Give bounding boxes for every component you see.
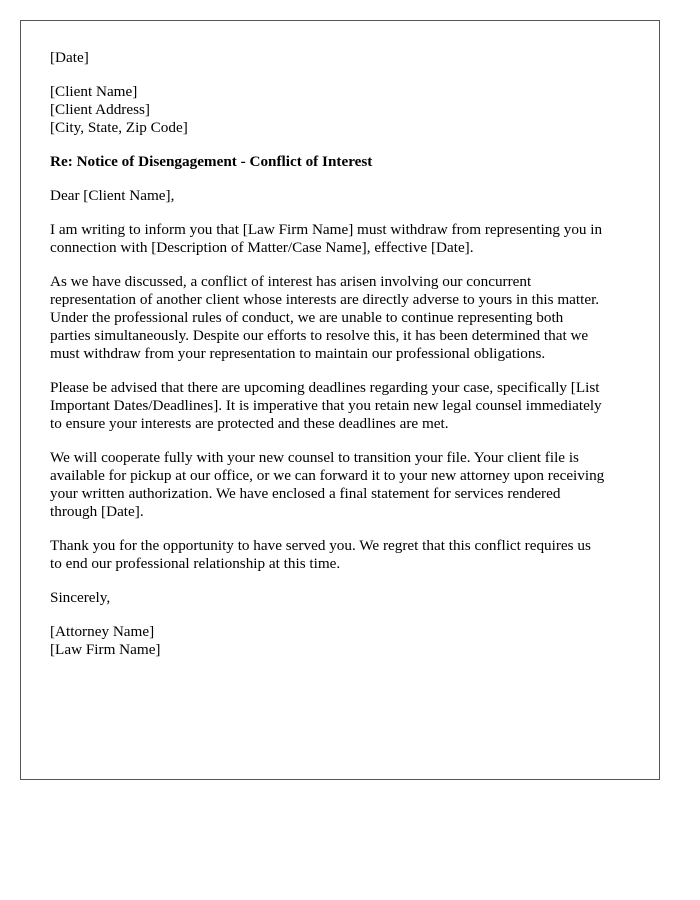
paragraph-line: Please be advised that there are upcoming deadlines regarding your case, specifically [List xyxy=(50,379,600,396)
attorney-name: [Attorney Name] xyxy=(50,623,155,640)
recipient-name: [Client Name] xyxy=(50,83,138,100)
paragraph-line: connection with [Description of Matter/Case Name], effective [Date]. xyxy=(50,239,474,256)
subject-line: Re: Notice of Disengagement - Conflict of Interest xyxy=(50,153,373,170)
paragraph-line: Thank you for the opportunity to have served you. We regret that this conflict requires us xyxy=(50,537,591,554)
salutation-block xyxy=(50,187,640,205)
paragraph-line: your written authorization. We have enclosed a final statement for services rendered xyxy=(50,485,561,502)
paragraph-line: must withdraw from your representation to maintain our professional obligations. xyxy=(50,345,546,362)
closing-block xyxy=(50,589,640,607)
paragraph xyxy=(50,379,640,433)
paragraph xyxy=(50,273,640,363)
paragraph-line: available for pickup at our office, or we can forward it to your new attorney upon receiving xyxy=(50,467,605,484)
subject-line-block xyxy=(50,153,640,171)
paragraph-line: I am writing to inform you that [Law Firm Name] must withdraw from representing you in xyxy=(50,221,603,238)
salutation: Dear [Client Name], xyxy=(50,187,175,204)
law-firm-name: [Law Firm Name] xyxy=(50,641,161,658)
paragraph-line: through [Date]. xyxy=(50,503,144,520)
date-block xyxy=(50,49,640,67)
recipient-address-block xyxy=(50,83,640,137)
paragraph-line: parties simultaneously. Despite our efforts to resolve this, it has been determined that we xyxy=(50,327,589,344)
letter-page xyxy=(20,20,660,780)
signature-block xyxy=(50,623,640,659)
paragraph-line: to ensure your interests are protected and these deadlines are met. xyxy=(50,415,449,432)
paragraph-line: Important Dates/Deadlines]. It is imperative that you retain new legal counsel immediately xyxy=(50,397,602,414)
paragraph-line: to end our professional relationship at this time. xyxy=(50,555,341,572)
recipient-city-state-zip: [City, State, Zip Code] xyxy=(50,119,188,136)
paragraph-line: We will cooperate fully with your new counsel to transition your file. Your client file is xyxy=(50,449,579,466)
letter-body xyxy=(50,49,640,675)
paragraph-line: As we have discussed, a conflict of interest has arisen involving our concurrent xyxy=(50,273,532,290)
paragraph-line: representation of another client whose interests are directly adverse to yours in this matter. xyxy=(50,291,600,308)
letter-date: [Date] xyxy=(50,49,89,66)
paragraph-line: Under the professional rules of conduct, we are unable to continue representing both xyxy=(50,309,564,326)
closing: Sincerely, xyxy=(50,589,111,606)
recipient-address: [Client Address] xyxy=(50,101,150,118)
paragraph xyxy=(50,537,640,573)
paragraph xyxy=(50,449,640,521)
paragraph xyxy=(50,221,640,257)
